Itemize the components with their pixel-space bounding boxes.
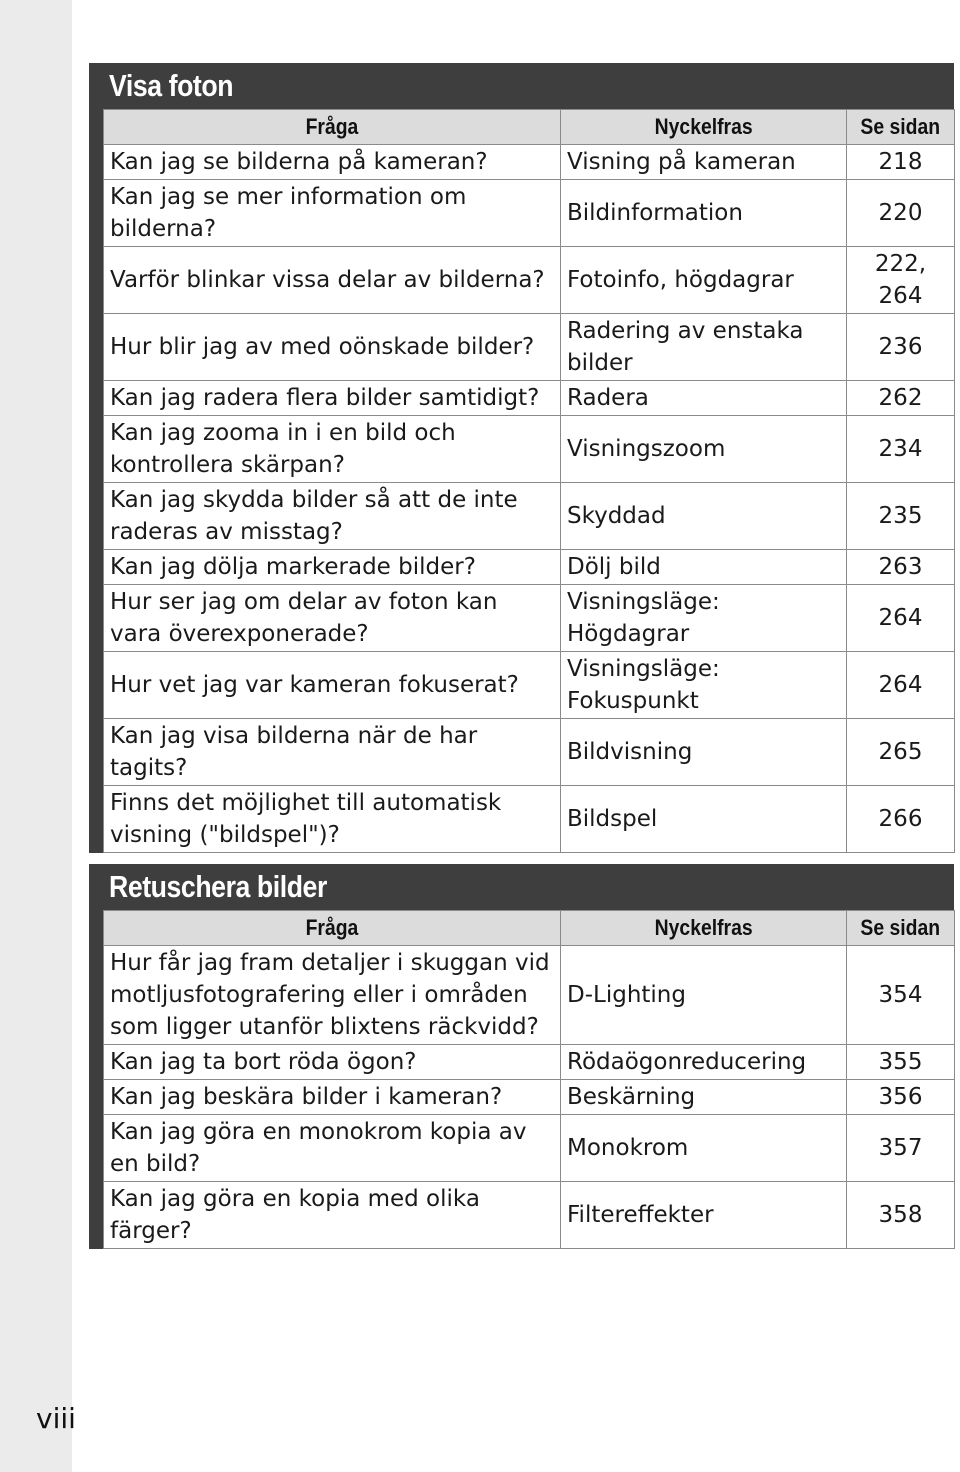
phrase-cell: Bildinformation <box>561 180 847 247</box>
phrase-cell: Beskärning <box>561 1080 847 1115</box>
phrase-cell: Visningsläge: Högdagrar <box>561 585 847 652</box>
page-cell: 234 <box>847 416 955 483</box>
table-wrapper <box>89 109 954 853</box>
question-cell: Kan jag skydda bilder så att de inte raderas av misstag? <box>104 483 561 550</box>
table-header-row <box>104 911 955 946</box>
page-cell: 218 <box>847 145 955 180</box>
page-cell: 262 <box>847 381 955 416</box>
table-row <box>104 145 955 180</box>
table-row <box>104 416 955 483</box>
header-page: Se sidan <box>847 911 955 946</box>
table-row <box>104 786 955 853</box>
section-retuschera-bilder <box>89 864 954 1249</box>
table-row <box>104 1115 955 1182</box>
page-cell: 356 <box>847 1080 955 1115</box>
header-key-phrase: Nyckelfras <box>561 110 847 145</box>
phrase-cell: Dölj bild <box>561 550 847 585</box>
page-cell: 358 <box>847 1182 955 1249</box>
page-cell: 266 <box>847 786 955 853</box>
page-cell: 220 <box>847 180 955 247</box>
table-row <box>104 550 955 585</box>
phrase-cell: Visning på kameran <box>561 145 847 180</box>
page-cell: 265 <box>847 719 955 786</box>
faq-table <box>103 109 955 853</box>
table-wrapper <box>89 910 954 1249</box>
question-cell: Kan jag radera flera bilder samtidigt? <box>104 381 561 416</box>
question-cell: Kan jag beskära bilder i kameran? <box>104 1080 561 1115</box>
table-row <box>104 946 955 1045</box>
phrase-cell: Radera <box>561 381 847 416</box>
phrase-cell: Bildvisning <box>561 719 847 786</box>
section-title: Retuschera bilder <box>89 864 954 910</box>
phrase-cell: Radering av enstaka bilder <box>561 314 847 381</box>
table-row <box>104 1182 955 1249</box>
question-cell: Kan jag visa bilderna när de har tagits? <box>104 719 561 786</box>
question-cell: Kan jag göra en kopia med olika färger? <box>104 1182 561 1249</box>
question-cell: Varför blinkar vissa delar av bilderna? <box>104 247 561 314</box>
header-key-phrase: Nyckelfras <box>561 911 847 946</box>
question-cell: Kan jag ta bort röda ögon? <box>104 1045 561 1080</box>
page-cell: 357 <box>847 1115 955 1182</box>
phrase-cell: Filtereffekter <box>561 1182 847 1249</box>
table-row <box>104 314 955 381</box>
question-cell: Kan jag dölja markerade bilder? <box>104 550 561 585</box>
header-question: Fråga <box>104 110 561 145</box>
phrase-cell: Visningsläge: Fokuspunkt <box>561 652 847 719</box>
table-row <box>104 381 955 416</box>
phrase-cell: Skyddad <box>561 483 847 550</box>
page-cell: 222, 264 <box>847 247 955 314</box>
page-cell: 264 <box>847 652 955 719</box>
question-cell: Kan jag se mer information om bilderna? <box>104 180 561 247</box>
question-cell: Kan jag göra en monokrom kopia av en bild? <box>104 1115 561 1182</box>
page-cell: 235 <box>847 483 955 550</box>
question-cell: Kan jag se bilderna på kameran? <box>104 145 561 180</box>
phrase-cell: D-Lighting <box>561 946 847 1045</box>
page-cell: 264 <box>847 585 955 652</box>
question-cell: Kan jag zooma in i en bild och kontrollera skärpan? <box>104 416 561 483</box>
table-row <box>104 719 955 786</box>
question-cell: Hur ser jag om delar av foton kan vara överexponerade? <box>104 585 561 652</box>
section-title: Visa foton <box>89 63 954 109</box>
page-cell: 236 <box>847 314 955 381</box>
question-cell: Finns det möjlighet till automatisk visning ("bildspel")? <box>104 786 561 853</box>
table-row <box>104 652 955 719</box>
table-row <box>104 1045 955 1080</box>
phrase-cell: Rödaögonreducering <box>561 1045 847 1080</box>
page-cell: 263 <box>847 550 955 585</box>
phrase-cell: Visningszoom <box>561 416 847 483</box>
header-page: Se sidan <box>847 110 955 145</box>
table-row <box>104 180 955 247</box>
page-number: viii <box>36 1402 76 1435</box>
page-cell: 355 <box>847 1045 955 1080</box>
table-row <box>104 1080 955 1115</box>
question-cell: Hur får jag fram detaljer i skuggan vid motljusfotografering eller i områden som ligger utanför blixtens räckvidd? <box>104 946 561 1045</box>
faq-table <box>103 910 955 1249</box>
question-cell: Hur blir jag av med oönskade bilder? <box>104 314 561 381</box>
table-row <box>104 247 955 314</box>
phrase-cell: Monokrom <box>561 1115 847 1182</box>
header-question: Fråga <box>104 911 561 946</box>
table-row <box>104 585 955 652</box>
phrase-cell: Fotoinfo, högdagrar <box>561 247 847 314</box>
phrase-cell: Bildspel <box>561 786 847 853</box>
side-margin-strip <box>0 0 72 1472</box>
page-cell: 354 <box>847 946 955 1045</box>
section-visa-foton <box>89 63 954 853</box>
table-row <box>104 483 955 550</box>
question-cell: Hur vet jag var kameran fokuserat? <box>104 652 561 719</box>
table-header-row <box>104 110 955 145</box>
